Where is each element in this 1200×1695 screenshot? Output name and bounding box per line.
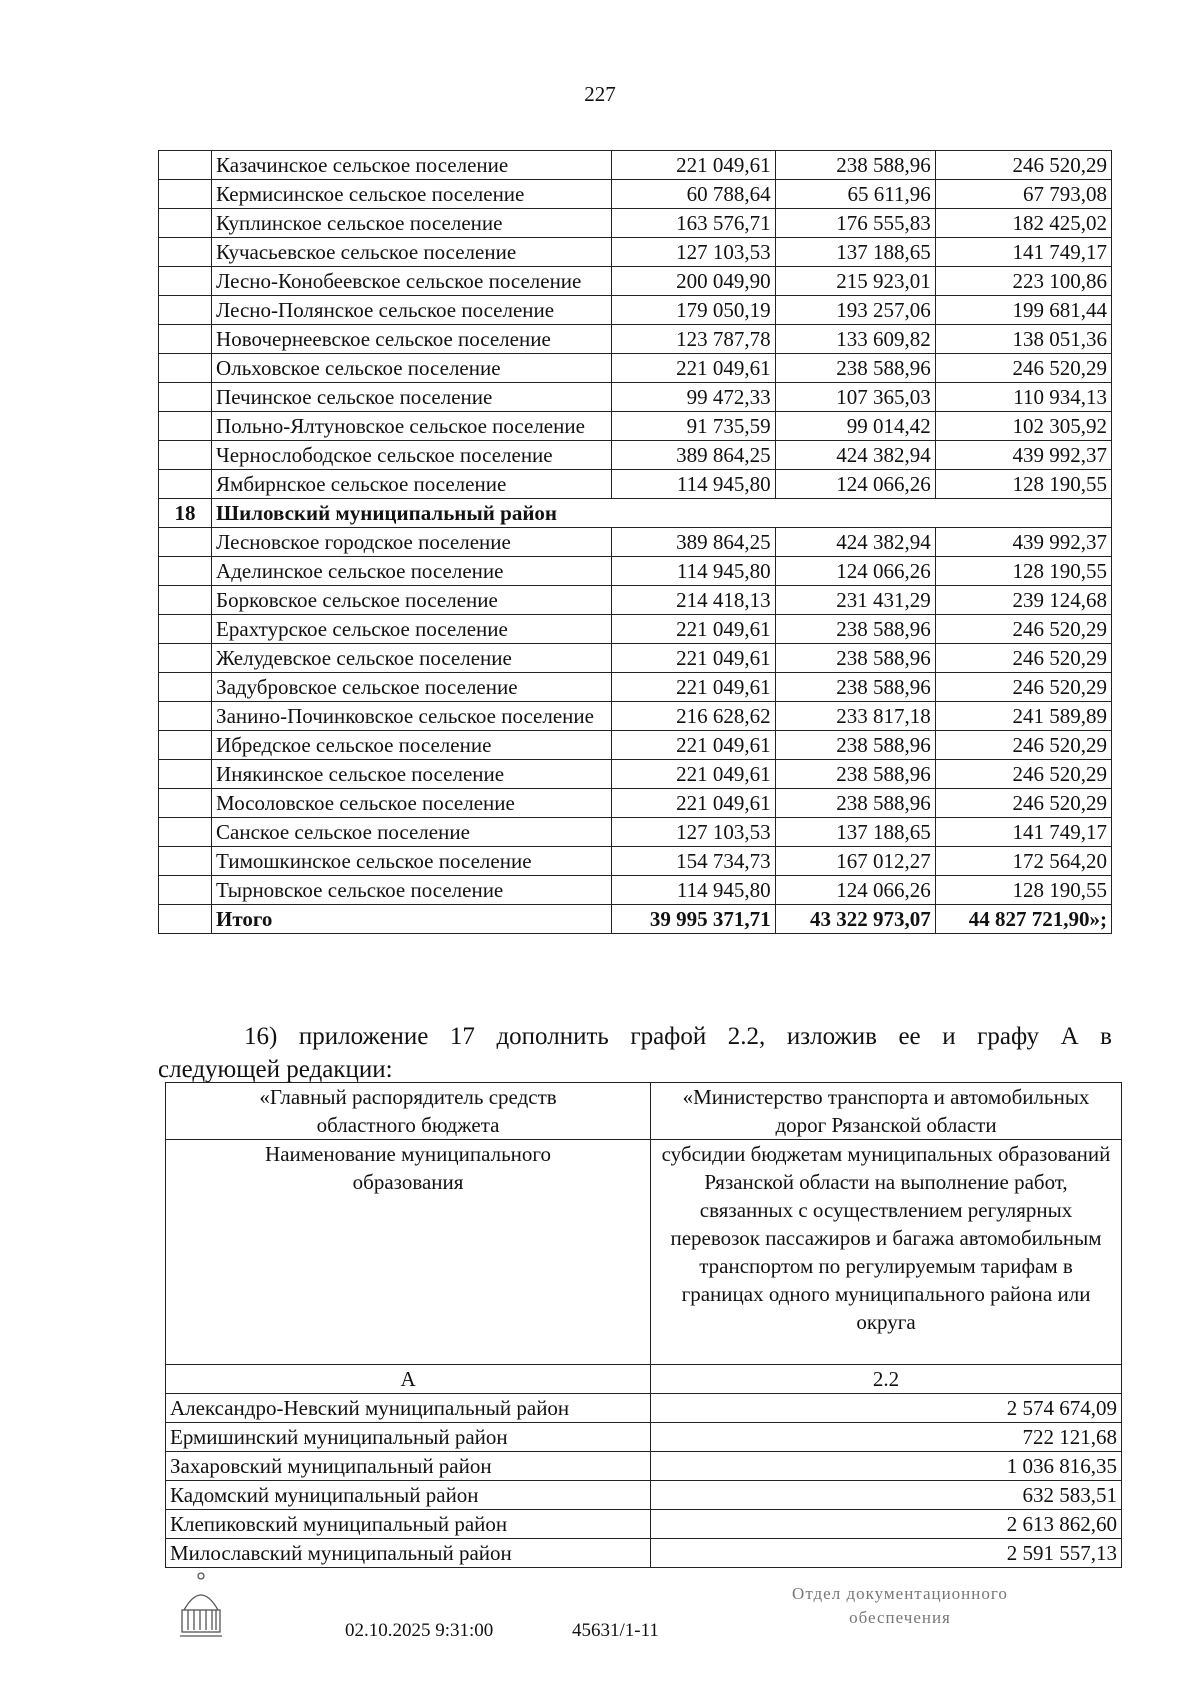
amount-year-2: 238 588,96 [775,760,935,789]
settlement-name: Тимошкинское сельское поселение [212,847,612,876]
settlement-row [159,209,1112,238]
amount-year-2: 124 066,26 [775,876,935,905]
settlement-name: Кучасьевское сельское поселение [212,238,612,267]
subsidy-amount: 2 613 862,60 [651,1510,1122,1539]
district-name: Милославский муниципальный район [166,1539,651,1568]
amount-year-2: 238 588,96 [775,644,935,673]
amount-year-3: 246 520,29 [935,760,1111,789]
amount-year-1: 99 472,33 [612,383,775,412]
amount-year-3: 439 992,37 [935,528,1111,557]
amount-year-3: 239 124,68 [935,586,1111,615]
amount-year-1: 221 049,61 [612,644,775,673]
settlement-name: Ямбирнское сельское поселение [212,470,612,499]
row-number [159,673,212,702]
district-subsidy-row [166,1423,1122,1452]
district-subsidy-row [166,1452,1122,1481]
total-amount-year-1: 39 995 371,71 [612,905,775,934]
amount-year-1: 221 049,61 [612,673,775,702]
amount-year-2: 424 382,94 [775,441,935,470]
amount-year-1: 221 049,61 [612,615,775,644]
amount-year-1: 216 628,62 [612,702,775,731]
district-name: Ермишинский муниципальный район [166,1423,651,1452]
header-municipality-name: Наименование муниципального образования [166,1140,651,1365]
amount-year-1: 200 049,90 [612,267,775,296]
amount-year-3: 128 190,55 [935,470,1111,499]
row-number [159,818,212,847]
settlement-row [159,238,1112,267]
row-number [159,789,212,818]
settlement-row [159,325,1112,354]
settlement-name: Санское сельское поселение [212,818,612,847]
settlement-name: Лесновское городское поселение [212,528,612,557]
row-number [159,586,212,615]
amount-year-2: 124 066,26 [775,470,935,499]
subsidy-amount: 632 583,51 [651,1481,1122,1510]
settlement-row [159,441,1112,470]
amount-year-1: 221 049,61 [612,354,775,383]
stamp-line-2: обеспечения [849,1608,951,1627]
header-row-2 [166,1140,1122,1365]
row-number [159,296,212,325]
amount-year-2: 124 066,26 [775,557,935,586]
district-subsidy-row [166,1539,1122,1568]
amount-year-2: 176 555,83 [775,209,935,238]
amount-year-2: 238 588,96 [775,354,935,383]
settlement-row [159,644,1112,673]
amount-year-3: 110 934,13 [935,383,1111,412]
total-amount-year-3: 44 827 721,90»; [935,905,1111,934]
settlement-row [159,789,1112,818]
settlement-name: Казачинское сельское поселение [212,151,612,180]
amount-year-3: 172 564,20 [935,847,1111,876]
amount-year-3: 199 681,44 [935,296,1111,325]
amount-year-2: 233 817,18 [775,702,935,731]
column-label-2-2: 2.2 [651,1365,1122,1394]
row-number [159,151,212,180]
settlement-row [159,673,1112,702]
amount-year-2: 215 923,01 [775,267,935,296]
amount-year-3: 246 520,29 [935,673,1111,702]
row-number [159,180,212,209]
header-subsidy-description: субсидии бюджетам муниципальных образований Рязанской области на выполнение работ, связанных с осуществлением регулярных перевозок пассажиров и багажа автомобильным транспортом по регулируемым тарифам в границах одного муниципального района или округа [651,1140,1122,1365]
amount-year-2: 137 188,65 [775,818,935,847]
row-number [159,383,212,412]
subsidy-amount: 2 591 557,13 [651,1539,1122,1568]
settlement-row [159,296,1112,325]
amount-year-3: 182 425,02 [935,209,1111,238]
settlement-name: Задубровское сельское поселение [212,673,612,702]
amount-year-2: 133 609,82 [775,325,935,354]
amount-year-2: 167 012,27 [775,847,935,876]
settlement-row [159,151,1112,180]
settlement-row [159,731,1112,760]
amount-year-3: 439 992,37 [935,441,1111,470]
amount-year-3: 141 749,17 [935,818,1111,847]
settlement-name: Печинское сельское поселение [212,383,612,412]
district-subsidy-row [166,1481,1122,1510]
settlement-row [159,267,1112,296]
amount-year-3: 128 190,55 [935,557,1111,586]
district-subsidy-row [166,1510,1122,1539]
settlement-name: Лесно-Полянское сельское поселение [212,296,612,325]
settlement-row [159,847,1112,876]
row-number [159,528,212,557]
amount-year-1: 221 049,61 [612,151,775,180]
district-name: Шиловский муниципальный район [212,499,1112,528]
settlement-row [159,354,1112,383]
appendix-17-table [165,1082,1122,1568]
row-number [159,354,212,383]
settlement-row [159,702,1112,731]
amount-year-1: 221 049,61 [612,789,775,818]
amount-year-3: 128 190,55 [935,876,1111,905]
settlement-name: Мосоловское сельское поселение [212,789,612,818]
amount-year-1: 163 576,71 [612,209,775,238]
amount-year-2: 238 588,96 [775,789,935,818]
settlement-name: Желудевское сельское поселение [212,644,612,673]
amount-year-1: 114 945,80 [612,876,775,905]
amount-year-1: 221 049,61 [612,760,775,789]
row-number [159,644,212,673]
district-name: Кадомский муниципальный район [166,1481,651,1510]
amount-year-2: 193 257,06 [775,296,935,325]
amount-year-3: 246 520,29 [935,354,1111,383]
row-number [159,702,212,731]
row-number [159,325,212,354]
row-number: 18 [159,499,212,528]
row-number [159,412,212,441]
settlement-row [159,412,1112,441]
amount-year-1: 114 945,80 [612,470,775,499]
amount-year-1: 127 103,53 [612,818,775,847]
settlement-row [159,470,1112,499]
amount-year-2: 424 382,94 [775,528,935,557]
settlement-name: Тырновское сельское поселение [212,876,612,905]
footer-document-id: 45631/1-11 [572,1620,659,1641]
coat-of-arms-logo-icon [176,1570,226,1638]
paragraph-line-2: следующей редакции: [158,1056,393,1083]
amount-year-3: 246 520,29 [935,151,1111,180]
amount-year-1: 127 103,53 [612,238,775,267]
row-number [159,267,212,296]
amendment-paragraph [158,1020,1112,1086]
footer-datetime: 02.10.2025 9:31:00 [345,1620,494,1641]
header-ministry: «Министерство транспорта и автомобильных дорог Рязанской области [651,1083,1122,1140]
column-label-a: А [166,1365,651,1394]
amount-year-2: 65 611,96 [775,180,935,209]
amount-year-2: 137 188,65 [775,238,935,267]
settlement-row [159,557,1112,586]
settlement-name: Ольховское сельское поселение [212,354,612,383]
header-row-1 [166,1083,1122,1140]
amount-year-2: 238 588,96 [775,731,935,760]
amount-year-2: 238 588,96 [775,615,935,644]
amount-year-3: 246 520,29 [935,615,1111,644]
total-row [159,905,1112,934]
row-number [159,760,212,789]
amount-year-3: 102 305,92 [935,412,1111,441]
row-number [159,557,212,586]
amount-year-2: 238 588,96 [775,151,935,180]
settlement-name: Ибредское сельское поселение [212,731,612,760]
amount-year-2: 99 014,42 [775,412,935,441]
settlement-row [159,615,1112,644]
amount-year-2: 107 365,03 [775,383,935,412]
settlement-name: Новочернеевское сельское поселение [212,325,612,354]
settlement-row [159,586,1112,615]
settlement-row [159,760,1112,789]
amount-year-3: 246 520,29 [935,731,1111,760]
amount-year-3: 138 051,36 [935,325,1111,354]
subsidy-amount: 2 574 674,09 [651,1394,1122,1423]
settlement-row [159,876,1112,905]
district-row [159,499,1112,528]
amount-year-1: 123 787,78 [612,325,775,354]
subsidy-amount: 722 121,68 [651,1423,1122,1452]
settlement-name: Занино-Починковское сельское поселение [212,702,612,731]
amount-year-3: 223 100,86 [935,267,1111,296]
settlement-name: Борковское сельское поселение [212,586,612,615]
amount-year-1: 179 050,19 [612,296,775,325]
amount-year-1: 389 864,25 [612,528,775,557]
district-name: Александро-Невский муниципальный район [166,1394,651,1423]
allocations-table [158,150,1112,934]
amount-year-3: 241 589,89 [935,702,1111,731]
amount-year-1: 389 864,25 [612,441,775,470]
row-number [159,441,212,470]
header-budget-manager: «Главный распорядитель средств областного бюджета [166,1083,651,1140]
amount-year-2: 231 431,29 [775,586,935,615]
row-number [159,238,212,267]
total-label: Итого [212,905,612,934]
amount-year-3: 141 749,17 [935,238,1111,267]
amount-year-1: 154 734,73 [612,847,775,876]
settlement-row [159,383,1112,412]
district-name: Клепиковский муниципальный район [166,1510,651,1539]
settlement-name: Польно-Ялтуновское сельское поселение [212,412,612,441]
subsidy-amount: 1 036 816,35 [651,1452,1122,1481]
amount-year-1: 91 735,59 [612,412,775,441]
settlement-row [159,528,1112,557]
paragraph-line-1: 16) приложение 17 дополнить графой 2.2, изложив ее и графу А в [244,1023,1112,1050]
column-label-row [166,1365,1122,1394]
row-number [159,847,212,876]
settlement-name: Инякинское сельское поселение [212,760,612,789]
amount-year-2: 238 588,96 [775,673,935,702]
district-name: Захаровский муниципальный район [166,1452,651,1481]
total-amount-year-2: 43 322 973,07 [775,905,935,934]
settlement-name: Аделинское сельское поселение [212,557,612,586]
page-number: 227 [584,82,616,106]
settlement-name: Кермисинское сельское поселение [212,180,612,209]
settlement-name: Чернослободское сельское поселение [212,441,612,470]
settlement-name: Ерахтурское сельское поселение [212,615,612,644]
settlement-name: Лесно-Конобеевское сельское поселение [212,267,612,296]
amount-year-1: 60 788,64 [612,180,775,209]
row-number [159,731,212,760]
total-blank [159,905,212,934]
amount-year-3: 246 520,29 [935,644,1111,673]
amount-year-3: 246 520,29 [935,789,1111,818]
district-subsidy-row [166,1394,1122,1423]
amount-year-1: 114 945,80 [612,557,775,586]
stamp-line-1: Отдел документационного [792,1584,1008,1603]
amount-year-1: 214 418,13 [612,586,775,615]
department-stamp [760,1582,1040,1630]
settlement-row [159,818,1112,847]
row-number [159,470,212,499]
row-number [159,876,212,905]
amount-year-3: 67 793,08 [935,180,1111,209]
settlement-name: Куплинское сельское поселение [212,209,612,238]
settlement-row [159,180,1112,209]
amount-year-1: 221 049,61 [612,731,775,760]
row-number [159,615,212,644]
row-number [159,209,212,238]
